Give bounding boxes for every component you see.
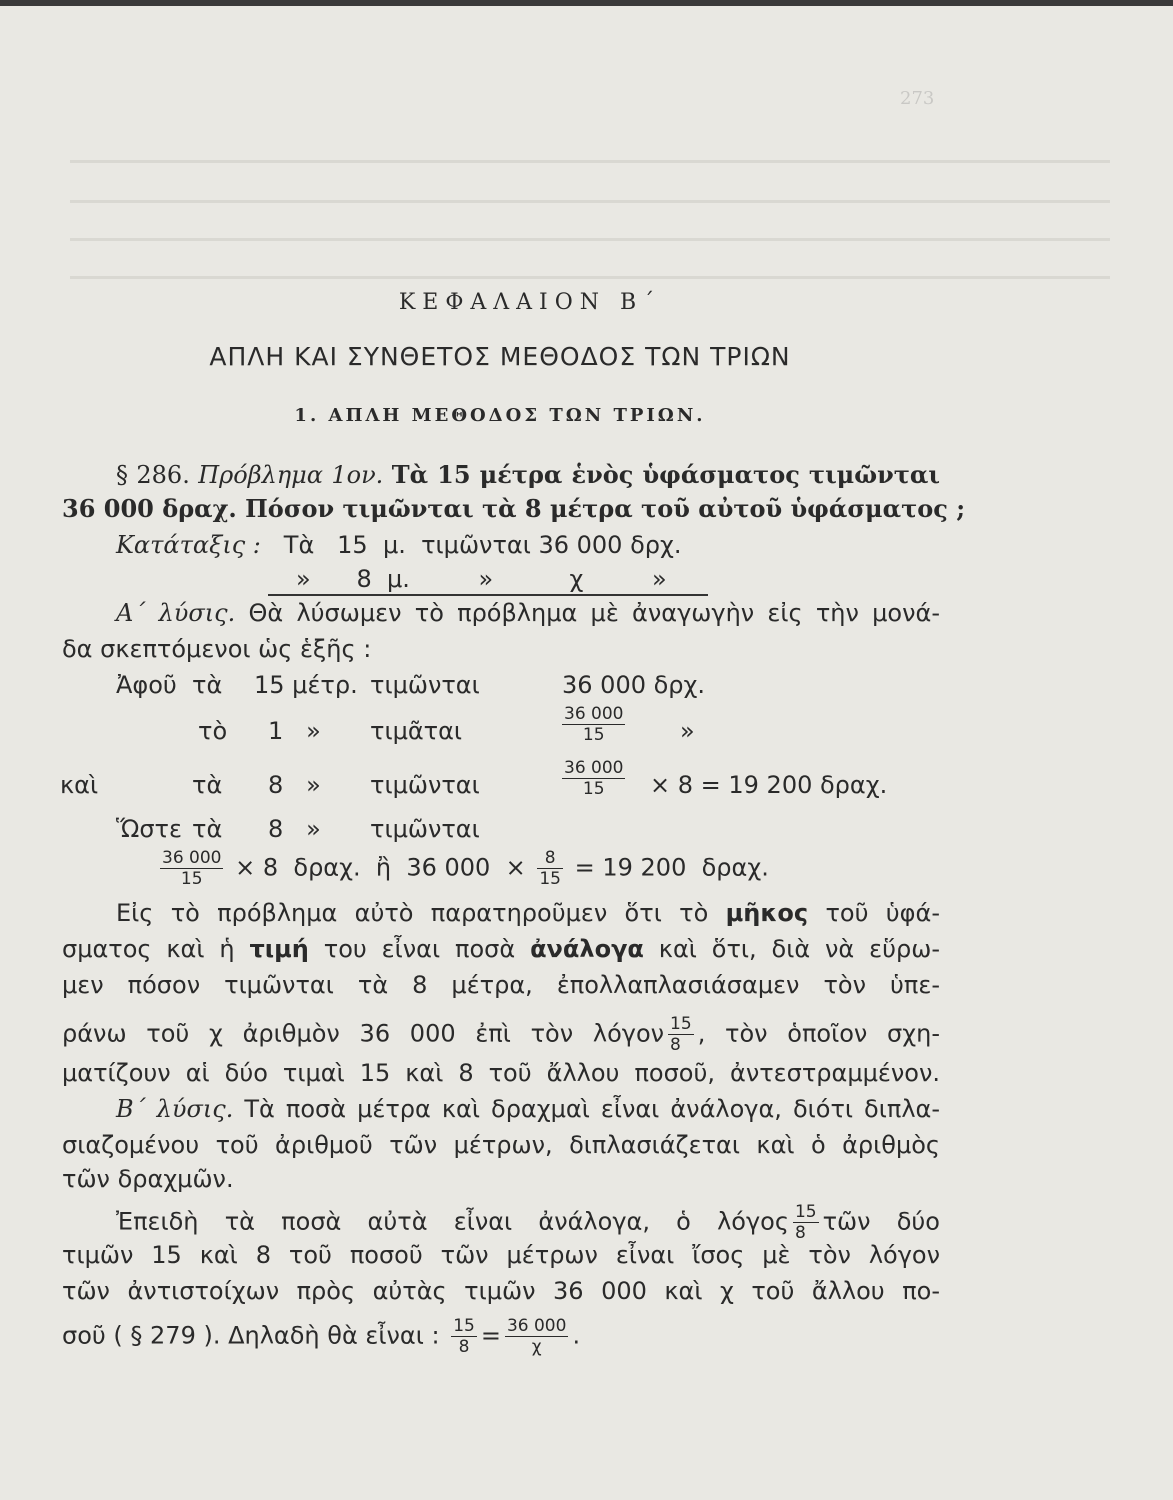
solution-b-line-1 xyxy=(116,1094,940,1124)
solution-b-line-2: σιαζομένου τοῦ ἀριθμοῦ τῶν μέτρων, διπλασιάζεται καὶ ὁ ἀριθμὸς xyxy=(62,1131,940,1159)
calc-row-2-d: τιμᾶται xyxy=(370,717,463,745)
arrangement-label: Κατάταξις : xyxy=(116,531,261,559)
bleed-through-line xyxy=(70,200,1110,203)
calc-row-4-a: Ὥστε xyxy=(116,815,182,843)
solution-b-label: Β΄ λύσις. xyxy=(116,1095,234,1123)
calc-row-2-c: 1 » xyxy=(268,717,321,745)
problem-line-2: 36 000 δραχ. Πόσον τιμῶνται τὰ 8 μέτρα τοῦ αὐτοῦ ὑφάσματος ; xyxy=(62,494,966,523)
conclusion-line-2: τιμῶν 15 καὶ 8 τοῦ ποσοῦ τῶν μέτρων εἶναι ἴσος μὲ τὸν λόγον xyxy=(62,1241,940,1269)
calc-row-3-a: καὶ xyxy=(60,771,99,799)
bleed-through-line xyxy=(70,238,1110,241)
calc-row-4-c: 8 » xyxy=(268,815,321,843)
calc-row-2-e: » xyxy=(680,717,695,745)
arrangement-row-1 xyxy=(116,530,681,560)
fraction-36000-15: $\frac{36 000}{15}$ xyxy=(564,758,624,799)
arrangement-rule xyxy=(268,594,708,596)
chapter-title: ΑΠΛΗ ΚΑΙ ΣΥΝΘΕΤΟΣ ΜΕΘΟΔΟΣ ΤΩΝ ΤΡΙΩΝ xyxy=(209,342,791,371)
top-border xyxy=(0,0,1173,6)
solution-a-line-2: δα σκεπτόμενοι ὡς ἑξῆς : xyxy=(62,635,372,663)
calc-row-3-b: τὰ xyxy=(192,771,223,799)
remark-emphasis-length: μῆκος xyxy=(725,899,809,927)
solution-a-label: Α΄ λύσις. xyxy=(116,599,236,627)
remark-text: του εἶναι ποσὰ xyxy=(323,935,516,963)
final-expression xyxy=(156,848,769,889)
final-text-1: × 8 δραχ. ἢ 36 000 × xyxy=(235,853,526,882)
remark-line-1 xyxy=(116,898,940,928)
final-period: . xyxy=(572,1321,581,1350)
problem-label: Πρόβλημα 1ον. xyxy=(198,461,384,489)
remark-emphasis-proportional: ἀνάλογα xyxy=(530,935,644,963)
arrangement-row-2: » 8 μ. » χ » xyxy=(296,565,667,593)
problem-line-1 xyxy=(116,460,940,490)
fraction-15-8: $\frac{15}{8}$ xyxy=(794,1202,817,1243)
fraction-15-8: $\frac{15}{8}$ xyxy=(453,1316,475,1357)
remark-line-2 xyxy=(62,934,940,964)
calc-row-1-e: 36 000 δρχ. xyxy=(562,671,706,699)
remark-text: τοῦ ὑφά- xyxy=(825,899,940,927)
final-text-2: = 19 200 δραχ. xyxy=(574,853,769,882)
page-number: 273 xyxy=(900,88,935,109)
calc-row-2-b: τὸ xyxy=(198,717,228,745)
bleed-through-line xyxy=(70,160,1110,163)
conclusion-line-1 xyxy=(116,1202,940,1243)
remark-line-5: ματίζουν αἱ δύο τιμαὶ 15 καὶ 8 τοῦ ἄλλου ποσοῦ, ἀντεστραμμένον. xyxy=(62,1059,940,1087)
remark-emphasis-price: τιμή xyxy=(249,935,309,963)
equals-sign: = xyxy=(480,1321,501,1350)
fraction-8-15: $\frac{8}{15}$ xyxy=(539,848,561,889)
calc-row-3-c: 8 » xyxy=(268,771,321,799)
problem-number: § 286. xyxy=(116,461,190,489)
calc-row-1-d: τιμῶνται xyxy=(370,671,480,699)
remark-text: ράνω τοῦ χ ἀριθμὸν 36 000 ἐπὶ τὸν λόγον xyxy=(62,1019,665,1048)
chapter-heading: ΚΕΦΑΛΑΙΟΝ Β΄ xyxy=(398,290,662,315)
fraction-36000-15: $\frac{36 000}{15}$ xyxy=(564,704,624,745)
arrangement-text-1: Τὰ 15 μ. τιμῶνται 36 000 δρχ. xyxy=(283,531,682,559)
calc-row-3-fraction-wrap xyxy=(558,758,629,799)
remark-text: Εἰς τὸ πρόβλημα αὐτὸ παρατηροῦμεν ὅτι τὸ xyxy=(116,899,709,927)
remark-text: , τὸν ὁποῖον σχη- xyxy=(697,1019,940,1048)
fraction-15-8: $\frac{15}{8}$ xyxy=(670,1014,692,1055)
conclusion-line-4 xyxy=(62,1316,580,1357)
calc-row-3-d: τιμῶνται xyxy=(370,771,480,799)
calc-row-4-b: τὰ xyxy=(192,815,223,843)
conclusion-line-3: τῶν ἀντιστοίχων πρὸς αὐτὰς τιμῶν 36 000 καὶ χ τοῦ ἄλλου πο- xyxy=(62,1277,940,1305)
calc-row-3-e: × 8 = 19 200 δραχ. xyxy=(650,771,888,799)
problem-text-1: Τὰ 15 μέτρα ἑνὸς ὑφάσματος τιμῶνται xyxy=(391,460,940,489)
calc-row-1-b: τὰ xyxy=(192,671,223,699)
remark-text: σματος καὶ ἡ xyxy=(62,935,235,963)
fraction-36000-15: $\frac{36 000}{15}$ xyxy=(162,848,222,889)
conclusion-text: τῶν δύο xyxy=(822,1207,940,1236)
remark-text: καὶ ὅτι, διὰ νὰ εὕρω- xyxy=(658,935,940,963)
conclusion-text: Ἐπειδὴ τὰ ποσὰ αὐτὰ εἶναι ἀνάλογα, ὁ λόγος xyxy=(116,1207,789,1236)
solution-a-text-1: Θὰ λύσωμεν τὸ πρόβλημα μὲ ἀναγωγὴν εἰς τὴν μονά- xyxy=(248,599,941,627)
fraction-36000-x: $\frac{36 000}{\chi}$ xyxy=(506,1316,567,1357)
remark-line-3: μεν πόσον τιμῶνται τὰ 8 μέτρα, ἐπολλαπλασιάσαμεν τὸν ὑπε- xyxy=(62,971,940,999)
solution-a-line-1 xyxy=(116,598,940,628)
bleed-through-line xyxy=(70,276,1110,279)
calc-row-2-fraction-wrap xyxy=(558,704,629,745)
solution-b-text: Τὰ ποσὰ μέτρα καὶ δραχμαὶ εἶναι ἀνάλογα, διότι διπλα- xyxy=(244,1095,940,1123)
conclusion-text: σοῦ ( § 279 ). Δηλαδὴ θὰ εἶναι : xyxy=(62,1321,440,1350)
calc-row-1-a: Ἀφοῦ xyxy=(116,671,177,699)
section-title: 1. ΑΠΛΗ ΜΕΘΟΔΟΣ ΤΩΝ ΤΡΙΩΝ. xyxy=(294,405,706,426)
calc-row-1-c: 15 μέτρ. xyxy=(254,671,358,699)
calc-row-4-d: τιμῶνται xyxy=(370,815,480,843)
solution-b-line-3: τῶν δραχμῶν. xyxy=(62,1165,234,1193)
remark-line-4 xyxy=(62,1014,940,1055)
